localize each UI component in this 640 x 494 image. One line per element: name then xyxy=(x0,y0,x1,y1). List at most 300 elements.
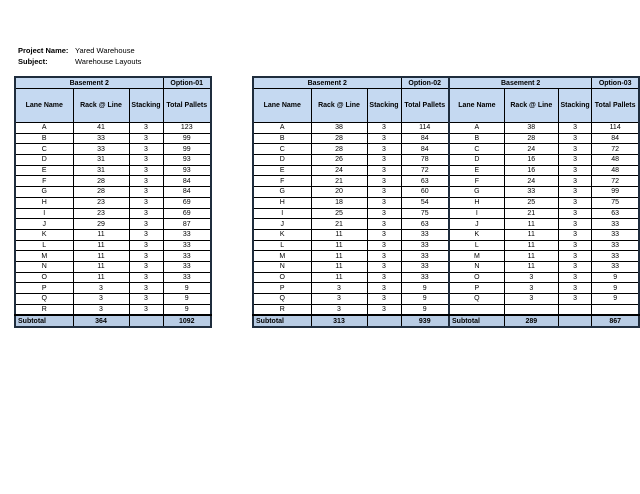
table-cell: L xyxy=(449,240,504,251)
table-row xyxy=(449,251,639,262)
table-row xyxy=(253,208,449,219)
project-label: Project Name: xyxy=(18,46,69,55)
subtotal-rack: 289 xyxy=(504,315,558,327)
table-cell: 11 xyxy=(504,240,558,251)
table-cell: E xyxy=(253,165,311,176)
table-row xyxy=(253,155,449,166)
table-cell: J xyxy=(253,219,311,230)
subtotal-rack: 313 xyxy=(311,315,367,327)
table-cell: 3 xyxy=(367,304,401,315)
table-cell: 99 xyxy=(163,133,211,144)
table-cell: K xyxy=(15,229,73,240)
table-cell: 38 xyxy=(311,123,367,134)
table-cell: L xyxy=(253,240,311,251)
table-cell: 11 xyxy=(504,251,558,262)
table-cell: 3 xyxy=(129,165,163,176)
table-cell: 11 xyxy=(504,219,558,230)
column-header: Stacking xyxy=(129,89,163,123)
table-cell: B xyxy=(15,133,73,144)
table-row xyxy=(449,187,639,198)
table-cell: 11 xyxy=(73,240,129,251)
subject-value: Warehouse Layouts xyxy=(75,57,142,66)
table-cell: 3 xyxy=(129,294,163,305)
table-cell: 69 xyxy=(163,197,211,208)
table-row xyxy=(449,165,639,176)
table-row xyxy=(15,272,211,283)
column-header: Rack @ Line xyxy=(73,89,129,123)
table-cell: 84 xyxy=(592,133,639,144)
table-cell: 123 xyxy=(163,123,211,134)
subtotal-row xyxy=(253,315,449,327)
table-cell: 21 xyxy=(311,219,367,230)
table-cell: 48 xyxy=(592,165,639,176)
table-cell: A xyxy=(15,123,73,134)
table-cell: 63 xyxy=(401,176,449,187)
table-cell: 84 xyxy=(163,176,211,187)
table-cell: P xyxy=(253,283,311,294)
table-cell: 18 xyxy=(311,197,367,208)
table-cell: 3 xyxy=(129,144,163,155)
table-cell: 33 xyxy=(73,144,129,155)
table-cell: 9 xyxy=(163,304,211,315)
table-cell: A xyxy=(253,123,311,134)
subtotal-pallets: 1092 xyxy=(163,315,211,327)
table-row xyxy=(253,176,449,187)
table-cell: 84 xyxy=(401,144,449,155)
table-cell: 3 xyxy=(311,304,367,315)
table-cell: 99 xyxy=(592,187,639,198)
table-cell: I xyxy=(15,208,73,219)
table-cell: 24 xyxy=(504,144,558,155)
table-cell: R xyxy=(15,304,73,315)
location-title: Basement 2 xyxy=(449,77,592,89)
table-cell: 3 xyxy=(367,155,401,166)
column-header: Lane Name xyxy=(15,89,73,123)
subtotal-pallets: 867 xyxy=(592,315,639,327)
table-cell: 3 xyxy=(367,176,401,187)
table-cell: O xyxy=(15,272,73,283)
table-cell: F xyxy=(449,176,504,187)
table-cell: 33 xyxy=(401,251,449,262)
table-cell: Q xyxy=(15,294,73,305)
column-header: Total Pallets xyxy=(592,89,639,123)
table-row xyxy=(449,219,639,230)
table-cell: 3 xyxy=(367,123,401,134)
table-cell: 9 xyxy=(401,294,449,305)
table-cell: 11 xyxy=(73,251,129,262)
table-row xyxy=(253,229,449,240)
subtotal-rack: 364 xyxy=(73,315,129,327)
subtotal-stacking xyxy=(558,315,591,327)
table-cell: 114 xyxy=(592,123,639,134)
table-row xyxy=(15,208,211,219)
table-title-row xyxy=(253,77,449,89)
table-cell: 3 xyxy=(558,272,591,283)
table-cell: 33 xyxy=(592,219,639,230)
table-cell: D xyxy=(449,155,504,166)
table-cell xyxy=(558,304,591,315)
table-cell: 3 xyxy=(367,219,401,230)
table-cell: 3 xyxy=(367,197,401,208)
table-cell: 11 xyxy=(311,261,367,272)
table-cell: 11 xyxy=(504,229,558,240)
table-cell: 3 xyxy=(558,283,591,294)
table-cell: B xyxy=(253,133,311,144)
subtotal-label: Subtotal xyxy=(253,315,311,327)
table-cell: 3 xyxy=(73,283,129,294)
table-row xyxy=(15,251,211,262)
table-cell: 28 xyxy=(73,187,129,198)
table-row xyxy=(15,283,211,294)
subject-row xyxy=(18,56,141,67)
table-cell: 3 xyxy=(558,187,591,198)
table-cell: 11 xyxy=(311,229,367,240)
table-row xyxy=(253,261,449,272)
table-cell: 31 xyxy=(73,155,129,166)
table-cell: 33 xyxy=(592,261,639,272)
table-cell: 3 xyxy=(129,176,163,187)
table-row xyxy=(449,261,639,272)
column-header: Stacking xyxy=(558,89,591,123)
table-cell: M xyxy=(15,251,73,262)
table-cell: 3 xyxy=(311,294,367,305)
table-cell: N xyxy=(15,261,73,272)
table-cell: 3 xyxy=(367,187,401,198)
table-cell: J xyxy=(15,219,73,230)
table-cell: 3 xyxy=(129,251,163,262)
table-cell: 114 xyxy=(401,123,449,134)
table-cell: 28 xyxy=(311,133,367,144)
table-cell: 28 xyxy=(504,133,558,144)
column-header: Rack @ Line xyxy=(311,89,367,123)
table-cell: 33 xyxy=(592,240,639,251)
table-cell: 25 xyxy=(311,208,367,219)
location-title: Basement 2 xyxy=(15,77,163,89)
table-cell: O xyxy=(449,272,504,283)
table-header-row xyxy=(15,89,211,123)
table-row xyxy=(253,251,449,262)
table-cell: 72 xyxy=(401,165,449,176)
subtotal-pallets: 939 xyxy=(401,315,449,327)
table-cell: 26 xyxy=(311,155,367,166)
table-cell: 33 xyxy=(401,240,449,251)
table-cell: 21 xyxy=(311,176,367,187)
table-row xyxy=(449,155,639,166)
table-cell: 3 xyxy=(558,197,591,208)
table-cell: P xyxy=(15,283,73,294)
table-cell: 3 xyxy=(558,240,591,251)
subtotal-row xyxy=(15,315,211,327)
table-row xyxy=(253,165,449,176)
table-cell: 3 xyxy=(504,272,558,283)
table-cell: 9 xyxy=(401,283,449,294)
table-cell: G xyxy=(253,187,311,198)
table-cell: M xyxy=(449,251,504,262)
table-cell: 21 xyxy=(504,208,558,219)
table-cell: 29 xyxy=(73,219,129,230)
table-cell: 9 xyxy=(592,272,639,283)
table-cell xyxy=(592,304,639,315)
table-cell: 75 xyxy=(401,208,449,219)
table-cell: 69 xyxy=(163,208,211,219)
table-cell: 3 xyxy=(367,208,401,219)
table-row xyxy=(15,261,211,272)
table-cell: 23 xyxy=(73,208,129,219)
table-row xyxy=(449,123,639,134)
table-row xyxy=(253,123,449,134)
table-cell: 3 xyxy=(73,294,129,305)
table-row xyxy=(15,176,211,187)
lane-table-1 xyxy=(14,76,212,328)
table-cell: 3 xyxy=(367,133,401,144)
table-cell: 33 xyxy=(401,272,449,283)
table-cell: 54 xyxy=(401,197,449,208)
table-cell: 11 xyxy=(311,240,367,251)
table-cell: 38 xyxy=(504,123,558,134)
table-row xyxy=(449,240,639,251)
table-cell xyxy=(504,304,558,315)
table-row xyxy=(253,219,449,230)
table-cell: 11 xyxy=(73,261,129,272)
table-cell: C xyxy=(449,144,504,155)
table-cell: 3 xyxy=(558,251,591,262)
table-cell: P xyxy=(449,283,504,294)
table-cell: 24 xyxy=(311,165,367,176)
table-cell: 3 xyxy=(129,219,163,230)
column-header: Stacking xyxy=(367,89,401,123)
table-row xyxy=(15,155,211,166)
table-cell: A xyxy=(449,123,504,134)
table-cell: 33 xyxy=(504,187,558,198)
table-cell: 3 xyxy=(367,261,401,272)
table-cell: 33 xyxy=(163,251,211,262)
table-cell xyxy=(449,304,504,315)
table-cell: 3 xyxy=(367,283,401,294)
table-header-row xyxy=(449,89,639,123)
lane-table-2 xyxy=(252,76,450,328)
table-cell: 28 xyxy=(73,176,129,187)
table-cell: 3 xyxy=(558,165,591,176)
table-cell: N xyxy=(253,261,311,272)
table-cell: 16 xyxy=(504,155,558,166)
project-info xyxy=(18,45,141,67)
table-row xyxy=(253,133,449,144)
table-cell: 3 xyxy=(367,144,401,155)
table-row xyxy=(449,283,639,294)
table-cell: 3 xyxy=(129,133,163,144)
table-cell: K xyxy=(253,229,311,240)
table-cell: 23 xyxy=(73,197,129,208)
option-title: Option-02 xyxy=(401,77,449,89)
table-cell: 99 xyxy=(163,144,211,155)
table-cell: 24 xyxy=(504,176,558,187)
table-row xyxy=(15,133,211,144)
table-row xyxy=(449,208,639,219)
subject-label: Subject: xyxy=(18,57,48,66)
table-cell: 3 xyxy=(129,304,163,315)
table-cell: 9 xyxy=(401,304,449,315)
table-cell: 84 xyxy=(163,187,211,198)
table-cell: L xyxy=(15,240,73,251)
table-cell: 33 xyxy=(73,133,129,144)
table-cell: 3 xyxy=(367,272,401,283)
table-cell: 78 xyxy=(401,155,449,166)
table-cell: J xyxy=(449,219,504,230)
table-cell: D xyxy=(253,155,311,166)
table-row xyxy=(15,123,211,134)
table-cell: 33 xyxy=(401,261,449,272)
table-cell: 3 xyxy=(504,283,558,294)
table-row xyxy=(449,176,639,187)
table-cell: 9 xyxy=(592,283,639,294)
subtotal-row xyxy=(449,315,639,327)
column-header: Lane Name xyxy=(449,89,504,123)
table-cell: 3 xyxy=(558,155,591,166)
table-cell: O xyxy=(253,272,311,283)
table-cell: 3 xyxy=(367,165,401,176)
table-cell: 3 xyxy=(311,283,367,294)
project-value: Yared Warehouse xyxy=(75,46,135,55)
subtotal-label: Subtotal xyxy=(15,315,73,327)
project-row xyxy=(18,45,141,56)
table-row xyxy=(15,294,211,305)
table-cell: 33 xyxy=(163,240,211,251)
column-header: Lane Name xyxy=(253,89,311,123)
table-cell: 25 xyxy=(504,197,558,208)
table-row xyxy=(449,133,639,144)
table-cell: E xyxy=(15,165,73,176)
table-cell: 33 xyxy=(592,251,639,262)
table-cell: 3 xyxy=(558,144,591,155)
table-cell: I xyxy=(253,208,311,219)
table-cell: 3 xyxy=(129,261,163,272)
table-row xyxy=(449,272,639,283)
table-row xyxy=(15,229,211,240)
table-cell: 3 xyxy=(129,155,163,166)
table-cell: F xyxy=(15,176,73,187)
table-cell: R xyxy=(253,304,311,315)
table-cell: 3 xyxy=(558,176,591,187)
table-cell: 93 xyxy=(163,165,211,176)
table-title-row xyxy=(15,77,211,89)
subtotal-stacking xyxy=(129,315,163,327)
table-row xyxy=(253,144,449,155)
table-cell: Q xyxy=(253,294,311,305)
table-cell: Q xyxy=(449,294,504,305)
table-cell: 87 xyxy=(163,219,211,230)
subtotal-stacking xyxy=(367,315,401,327)
table-cell: 3 xyxy=(129,240,163,251)
table-row xyxy=(253,283,449,294)
table-cell: 3 xyxy=(129,272,163,283)
table-cell: 3 xyxy=(558,133,591,144)
table-cell: 9 xyxy=(163,283,211,294)
table-cell: C xyxy=(15,144,73,155)
table-row xyxy=(449,229,639,240)
table-cell: 11 xyxy=(504,261,558,272)
table-row xyxy=(15,219,211,230)
table-cell: M xyxy=(253,251,311,262)
table-cell: 3 xyxy=(129,229,163,240)
table-row xyxy=(253,304,449,315)
table-title-row xyxy=(449,77,639,89)
table-cell: 63 xyxy=(592,208,639,219)
table-cell: 11 xyxy=(311,251,367,262)
table-row xyxy=(253,294,449,305)
table-cell: G xyxy=(15,187,73,198)
table-cell: 3 xyxy=(129,208,163,219)
table-cell: C xyxy=(253,144,311,155)
table-cell: 33 xyxy=(592,229,639,240)
table-cell: K xyxy=(449,229,504,240)
column-header: Rack @ Line xyxy=(504,89,558,123)
table-cell: 3 xyxy=(558,208,591,219)
table-cell: 3 xyxy=(367,251,401,262)
table-cell: 33 xyxy=(163,261,211,272)
table-cell: 11 xyxy=(311,272,367,283)
table-cell: 16 xyxy=(504,165,558,176)
table-cell: 72 xyxy=(592,176,639,187)
table-cell: 41 xyxy=(73,123,129,134)
table-cell: 3 xyxy=(367,294,401,305)
table-cell: 63 xyxy=(401,219,449,230)
table-row xyxy=(15,304,211,315)
table-row xyxy=(449,294,639,305)
table-cell: 11 xyxy=(73,272,129,283)
table-cell: 3 xyxy=(558,294,591,305)
table-cell: 3 xyxy=(129,123,163,134)
table-row xyxy=(15,240,211,251)
table-cell: 9 xyxy=(592,294,639,305)
table-cell: 72 xyxy=(592,144,639,155)
table-cell: 3 xyxy=(367,229,401,240)
table-row xyxy=(449,304,639,315)
option-title: Option-03 xyxy=(592,77,639,89)
table-cell: G xyxy=(449,187,504,198)
table-row xyxy=(253,187,449,198)
table-row xyxy=(253,272,449,283)
table-cell: 93 xyxy=(163,155,211,166)
table-cell: 3 xyxy=(558,219,591,230)
table-cell: 48 xyxy=(592,155,639,166)
table-row xyxy=(15,165,211,176)
table-cell: 3 xyxy=(558,123,591,134)
table-cell: 3 xyxy=(367,240,401,251)
table-cell: 28 xyxy=(311,144,367,155)
table-cell: 33 xyxy=(163,229,211,240)
table-cell: 31 xyxy=(73,165,129,176)
table-cell: 60 xyxy=(401,187,449,198)
table-row xyxy=(449,144,639,155)
table-row xyxy=(15,187,211,198)
table-cell: I xyxy=(449,208,504,219)
table-cell: 3 xyxy=(558,261,591,272)
location-title: Basement 2 xyxy=(253,77,401,89)
table-row xyxy=(15,144,211,155)
table-cell: N xyxy=(449,261,504,272)
table-cell: 33 xyxy=(401,229,449,240)
table-cell: 11 xyxy=(73,229,129,240)
table-header-row xyxy=(253,89,449,123)
table-row xyxy=(449,197,639,208)
table-cell: 20 xyxy=(311,187,367,198)
table-cell: F xyxy=(253,176,311,187)
table-cell: 3 xyxy=(558,229,591,240)
table-cell: H xyxy=(15,197,73,208)
table-cell: 3 xyxy=(129,283,163,294)
table-cell: B xyxy=(449,133,504,144)
column-header: Total Pallets xyxy=(401,89,449,123)
